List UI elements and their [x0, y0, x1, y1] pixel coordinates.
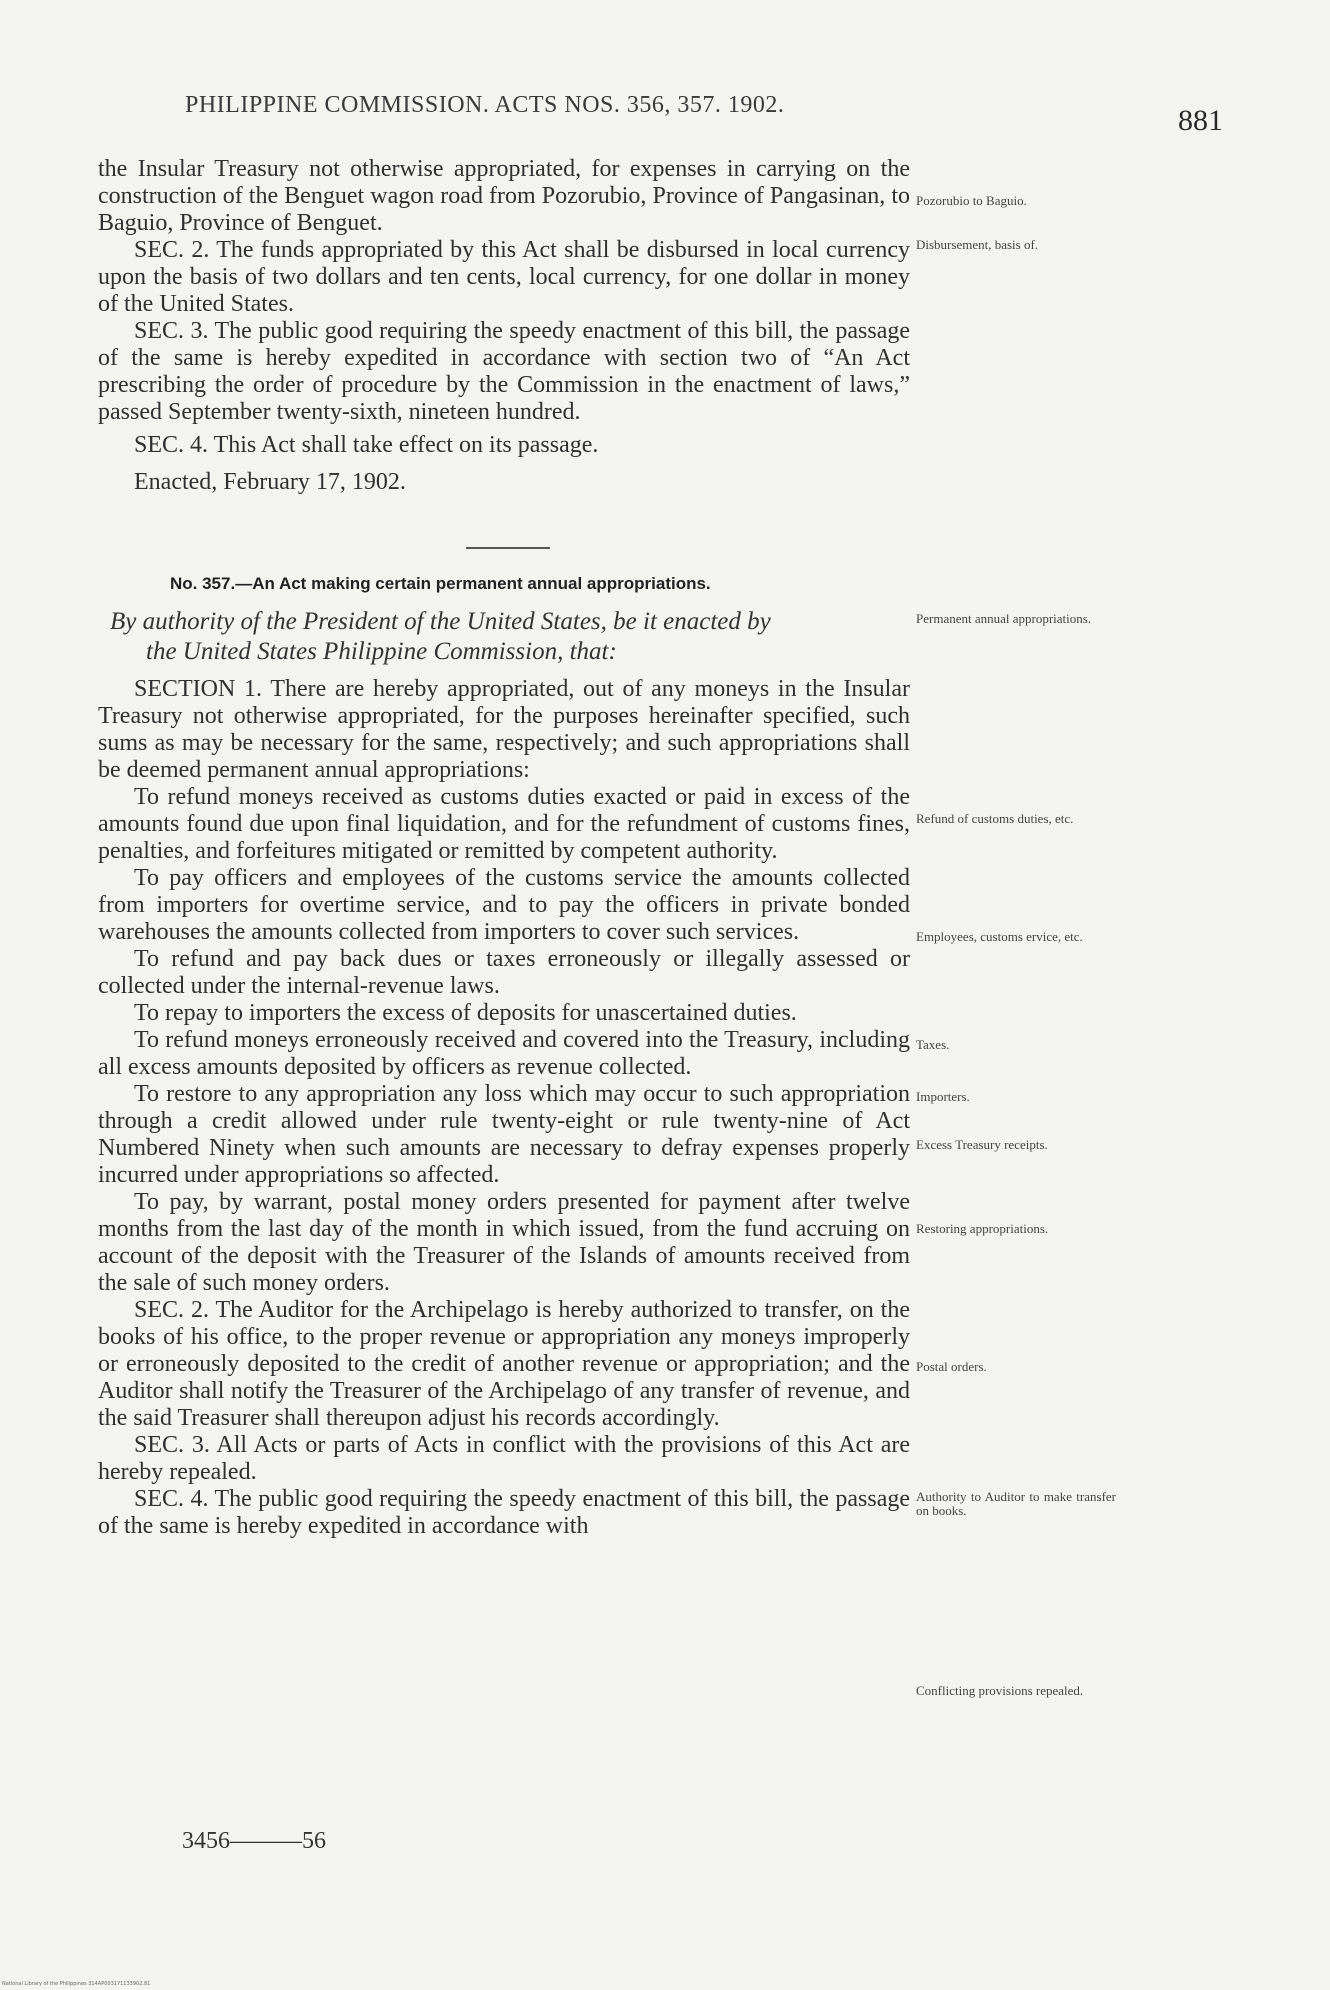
page-number: 881	[1178, 104, 1223, 137]
paragraph: SEC. 3. All Acts or parts of Acts in conflict with the provisions of this Act are hereby repealed.	[98, 1432, 910, 1485]
paragraph: SEC. 4. The public good requiring the speedy enactment of this bill, the passage of the same is hereby expedited in accordance with	[98, 1486, 910, 1539]
enacted-date: Enacted, February 17, 1902.	[134, 469, 406, 495]
paragraph: SEC. 4. This Act shall take effect on its passage.	[134, 432, 599, 458]
margin-note: Permanent annual appropriations.	[916, 611, 1092, 626]
paragraph: To refund moneys erroneously received and covered into the Treasury, including all excess amounts deposited by officers as revenue collected.	[98, 1027, 910, 1080]
margin-note: Excess Treasury receipts.	[916, 1137, 1048, 1152]
signature-mark: 3456———56	[182, 1828, 326, 1854]
margin-note: Importers.	[916, 1089, 970, 1104]
paragraph: To refund and pay back dues or taxes erroneously or illegally assessed or collected under the internal-revenue laws.	[98, 946, 910, 999]
paragraph: To pay officers and employees of the customs service the amounts collected from importers for overtime service, and to pay the officers in private bonded warehouses the amounts collected from importers to cover such services.	[98, 865, 910, 945]
margin-note: Conflicting provisions repealed.	[916, 1683, 1084, 1698]
margin-note: Pozorubio to Baguio.	[916, 193, 1027, 208]
enacting-line: the United States Philippine Commission, that:	[146, 638, 617, 665]
margin-note: Disbursement, basis of.	[916, 237, 1039, 252]
paragraph: To pay, by warrant, postal money orders presented for payment after twelve months from the last day of the month in which issued, from the fund accruing on account of the deposit with the Treasurer of the Islands of amounts received from the sale of such money orders.	[98, 1189, 910, 1296]
act357-body	[98, 676, 910, 1540]
paragraph: To refund moneys received as customs duties exacted or paid in excess of the amounts found due upon final liquidation, and for the refundment of customs fines, penalties, and forfeitures mitigated or remitted by competent authority.	[98, 784, 910, 864]
paragraph: SECTION 1. There are hereby appropriated, out of any moneys in the Insular Treasury not otherwise appropriated, for the purposes hereinafter specified, such sums as may be necessary for the same, respectively; and such appropriations shall be deemed permanent annual appropriations:	[98, 676, 910, 783]
paragraph: SEC. 2. The Auditor for the Archipelago is hereby authorized to transfer, on the books of his office, to the proper revenue or appropriation any moneys improperly or erroneously deposited to the credit of another revenue or appropriation; and the Auditor shall notify the Treasurer of the Archipelago of any transfer of revenue, and the said Treasurer shall thereupon adjust his records accordingly.	[98, 1297, 910, 1431]
enacting-line: By authority of the President of the United States, be it enacted by	[110, 608, 771, 635]
section-divider	[466, 547, 550, 549]
act-heading: No. 357.—An Act making certain permanent annual appropriations.	[170, 574, 711, 593]
margin-note: Taxes.	[916, 1037, 950, 1052]
paragraph: SEC. 3. The public good requiring the speedy enactment of this bill, the passage of the same is hereby expedited in accordance with section two of “An Act prescribing the order of procedure by the Commission in the enactment of laws,” passed September twenty-sixth, nineteen hundred.	[98, 318, 910, 425]
paragraph: the Insular Treasury not otherwise appropriated, for expenses in carrying on the construction of the Benguet wagon road from Pozorubio, Province of Pangasinan, to Baguio, Province of Benguet.	[98, 156, 910, 236]
margin-note: Employees, customs ervice, etc.	[916, 929, 1083, 944]
margin-note: Authority to Auditor to make transfer on books.	[916, 1489, 1116, 1518]
act356-continued	[98, 156, 910, 496]
running-head: PHILIPPINE COMMISSION. ACTS NOS. 356, 357. 1902.	[185, 92, 785, 118]
paragraph: To repay to importers the excess of deposits for unascertained duties.	[134, 1000, 797, 1026]
scan-credit: National Library of the Philippines 314AP003171133902.81	[2, 1981, 151, 1987]
margin-note: Refund of customs duties, etc.	[916, 811, 1074, 826]
enacting-clause	[110, 607, 910, 667]
margin-note: Postal orders.	[916, 1359, 987, 1374]
margin-note: Restoring appropriations.	[916, 1221, 1049, 1236]
paragraph: To restore to any appropriation any loss which may occur to such appropriation through a credit allowed under rule twenty-eight or rule twenty-nine of Act Numbered Ninety when such amounts are necessary to defray expenses properly incurred under appropriations so affected.	[98, 1081, 910, 1188]
paragraph: SEC. 2. The funds appropriated by this Act shall be disbursed in local currency upon the basis of two dollars and ten cents, local currency, for one dollar in money of the United States.	[98, 237, 910, 317]
